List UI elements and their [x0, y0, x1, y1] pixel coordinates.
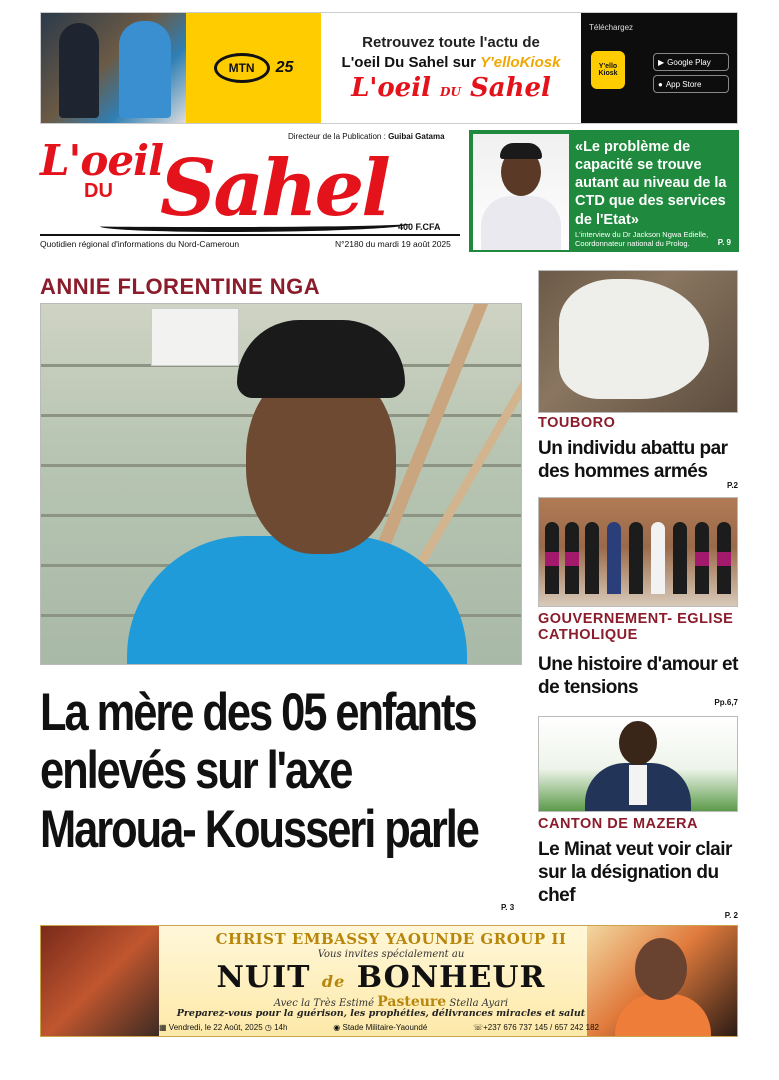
interview-portrait	[473, 134, 569, 250]
main-headline-line-2: enlevés sur l'axe	[40, 741, 352, 801]
side-story-2-title[interactable]: Une histoire d'amour et de tensions	[538, 654, 738, 699]
google-play-label: Google Play	[667, 57, 711, 67]
ad-pasteure: Pasteure	[377, 994, 447, 1010]
main-story-page-ref: P. 3	[501, 903, 515, 912]
photo-shirt	[629, 765, 647, 805]
ad-pasteure-name: Stella Ayari	[446, 998, 509, 1009]
download-label: Téléchargez	[589, 23, 634, 32]
ad-venue-text: Stade Militaire-Yaoundé	[342, 1023, 428, 1032]
photo-sash	[565, 552, 579, 566]
pastor-dress	[615, 994, 711, 1037]
ad-line-1: Retrouvez toute l'actu de	[362, 33, 540, 51]
interview-teaser[interactable]	[469, 130, 739, 252]
photo-head	[619, 721, 657, 765]
ad-nuit: NUIT	[216, 960, 311, 995]
woman-blue-top	[127, 536, 467, 665]
ad-date-text: Vendredi, le 22 Août, 2025	[168, 1023, 263, 1032]
ad-small-logo-du: DU	[440, 84, 461, 99]
ad-line-2-a: L'oeil Du Sahel sur	[341, 53, 481, 71]
play-icon: ▶	[658, 57, 665, 67]
logo-du: DU	[84, 180, 113, 202]
mtn-25-years-logo: 25	[275, 59, 294, 76]
photo-sash	[545, 552, 559, 566]
ad-figure-man-suit	[59, 23, 99, 118]
side-story-3-title[interactable]: Le Minat veut voir clair sur la désignation du chef	[538, 839, 732, 907]
side-story-3-kicker: CANTON DE MAZERA	[538, 816, 698, 832]
price: 400 F.CFA	[398, 222, 441, 232]
app-store-label: App Store	[665, 79, 702, 89]
side-story-1-title[interactable]: Un individu abattu par des hommes armés	[538, 438, 728, 483]
side-story-2-kicker: GOUVERNEMENT- EGLISE CATHOLIQUE	[538, 611, 734, 643]
minister-photo[interactable]	[538, 716, 738, 812]
side-story-1-kicker: TOUBORO	[538, 415, 616, 431]
director-label: Directeur de la Publication :	[288, 132, 389, 141]
photo-sash	[717, 552, 731, 566]
app-store-button[interactable]	[653, 75, 729, 93]
side-story-1-page: P.2	[727, 481, 738, 490]
top-advertisement-banner[interactable]	[40, 12, 738, 124]
pastor-face	[635, 938, 687, 1000]
ad-time-text: 14h	[274, 1023, 288, 1032]
ad-photo-people	[41, 13, 186, 123]
issue-number-date: N°2180 du mardi 19 août 2025	[335, 239, 451, 249]
touboro-photo[interactable]	[538, 270, 738, 413]
ad-bonheur: BONHEUR	[356, 960, 546, 995]
clock-icon: ◷	[264, 1023, 272, 1032]
ad-yello: Y'ello	[480, 53, 520, 71]
side-story-3-page: P. 2	[724, 911, 738, 920]
main-headline-line-1: La mère des 05 enfants	[40, 683, 476, 742]
ad-event-name	[161, 960, 601, 995]
ad-phone-text: +237 676 737 145 / 657 242 182	[483, 1023, 599, 1032]
main-headline[interactable]	[40, 683, 478, 859]
main-headline-line-3: Maroua- Kousseri parle	[40, 799, 478, 859]
photo-person	[673, 522, 687, 594]
bottom-advertisement-banner[interactable]	[40, 925, 738, 1037]
photo-person	[651, 522, 665, 594]
photo-person	[629, 522, 643, 594]
ad-photo-pastor	[587, 926, 737, 1037]
director-line	[288, 132, 445, 141]
google-play-button[interactable]	[653, 53, 729, 71]
ad-date	[159, 1023, 287, 1032]
portrait-cap	[500, 143, 542, 159]
ad-small-logo-sahel: Sahel	[469, 72, 551, 103]
ad-event-info	[159, 1023, 599, 1032]
photo-white-cloth	[559, 279, 709, 399]
masthead	[40, 130, 460, 242]
interview-page-ref: P. 9	[717, 238, 731, 247]
mtn-brand-panel	[186, 13, 321, 123]
masthead-rule	[40, 234, 460, 236]
ad-small-logo	[351, 73, 551, 103]
ad-de: de	[321, 972, 346, 991]
ad-phone[interactable]	[473, 1023, 599, 1032]
location-pin-icon: ◉	[333, 1023, 341, 1032]
apple-icon: ●	[658, 79, 663, 89]
phone-icon: ☏	[473, 1023, 484, 1032]
director-name: Guibai Gatama	[388, 132, 445, 141]
logo-sahel: Sahel	[160, 143, 388, 234]
mtn-logo: MTN	[214, 53, 270, 83]
interview-quote: «Le problème de capacité se trouve autant au niveau de la CTD que des services de l'Etat»	[575, 139, 727, 228]
tagline: Quotidien régional d'informations du Nord-Cameroun	[40, 239, 240, 249]
app-download-panel	[581, 13, 737, 123]
photo-sash	[695, 552, 709, 566]
logo-loeil: L'oeil	[40, 136, 164, 185]
portrait-robe	[481, 196, 561, 250]
ad-church-name: CHRIST EMBASSY YAOUNDE GROUP II	[215, 930, 567, 948]
photo-person	[607, 522, 621, 594]
eye-chart-poster	[151, 308, 239, 366]
ad-kiosk: Kiosk	[519, 53, 561, 71]
main-story-photo[interactable]	[40, 303, 522, 665]
side-story-2-page: Pp.6,7	[714, 698, 738, 707]
clergy-group-photo[interactable]	[538, 497, 738, 607]
ad-photo-worship	[41, 926, 159, 1037]
interview-credit: L'interview du Dr Jackson Ngwa Edielle, Coordonnateur national du Prolog.	[575, 230, 709, 248]
calendar-icon: ▦	[159, 1023, 167, 1032]
woman-headwrap	[237, 320, 405, 398]
ad-avec: Avec la Très Estimé	[273, 998, 378, 1009]
ad-prepare-line: Preparez-vous pour la guérison, les prophéties, délivrances miracles et salut	[176, 1008, 586, 1019]
main-story-kicker: ANNIE FLORENTINE NGA	[40, 274, 321, 299]
ad-venue	[333, 1023, 427, 1032]
yello-kiosk-app-icon[interactable]: Y'ello Kiosk	[591, 51, 625, 89]
ad-figure-man-robe	[119, 21, 171, 118]
ad-invite-line: Vous invites spécialement au	[317, 949, 465, 960]
ad-small-logo-loeil: L'oeil	[351, 72, 431, 103]
ad-center-text	[321, 13, 581, 123]
ad-line-2	[342, 54, 561, 71]
photo-person	[585, 522, 599, 594]
